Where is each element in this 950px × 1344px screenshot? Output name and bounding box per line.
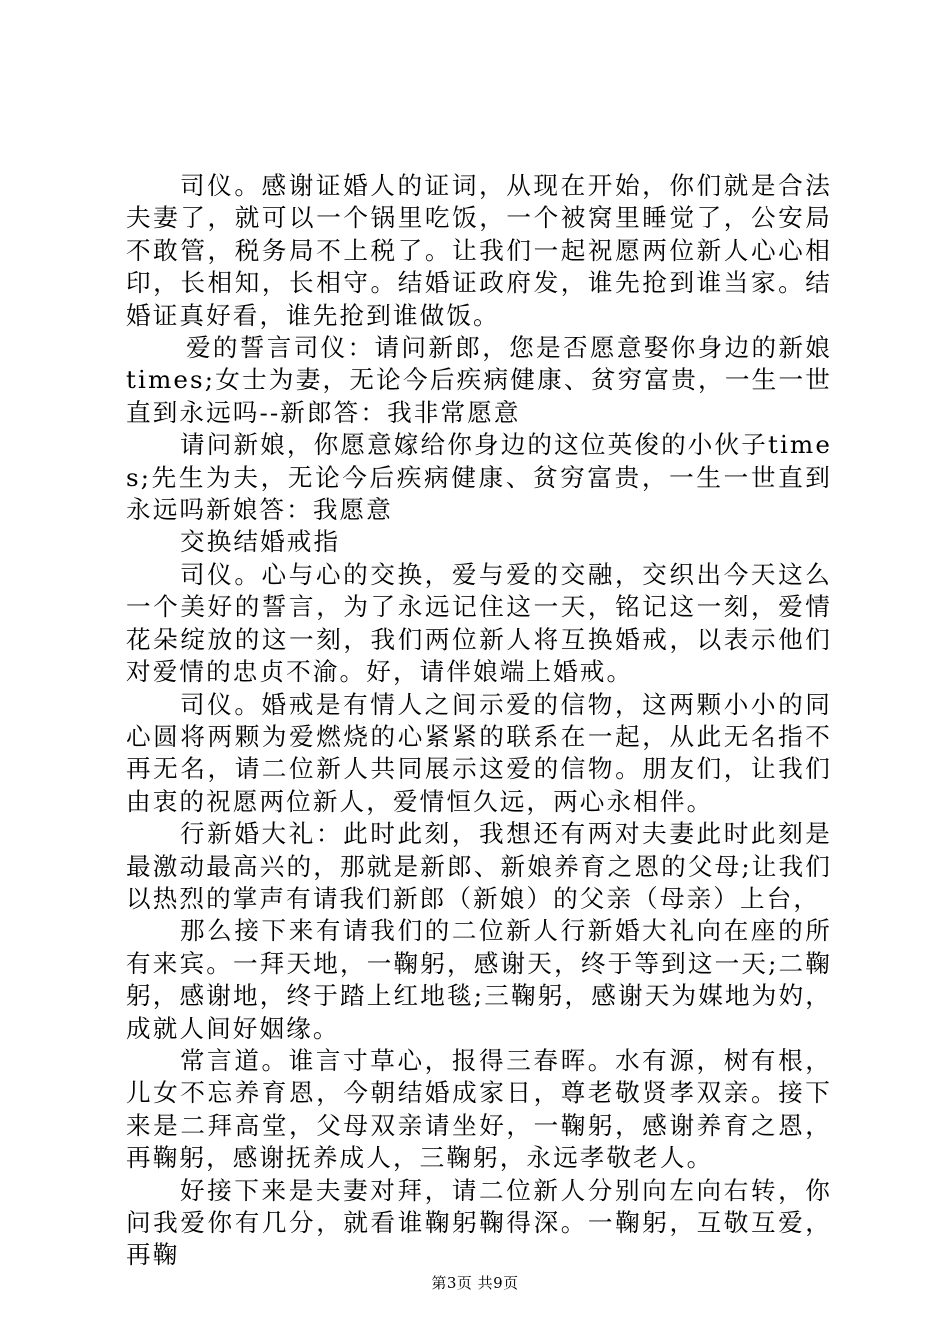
paragraph-5: 司仪。心与心的交换，爱与爱的交融，交织出今天这么一个美好的誓言，为了永远记住这一天，铭记这一刻，爱情花朵绽放的这一刻，我们两位新人将互换婚戒，以表示他们对爱情的忠贞不渝。好，请伴娘端上婚戒。 bbox=[126, 559, 832, 687]
section-heading-ring-exchange: 交换结婚戒指 bbox=[180, 527, 341, 557]
paragraph-3: 请问新娘，你愿意嫁给你身边的这位英俊的小伙子times;先生为夫，无论今后疾病健康、贫穷富贵，一生一世直到永远吗新娘答：我愿意 bbox=[126, 430, 832, 525]
document-body bbox=[126, 170, 832, 1272]
paragraph-1: 司仪。感谢证婚人的证词，从现在开始，你们就是合法夫妻了，就可以一个锅里吃饭，一个被窝里睡觉了，公安局不敢管，税务局不上税了。让我们一起祝愿两位新人心心相印，长相知，长相守。结婚证政府发，谁先抢到谁当家。结婚证真好看，谁先抢到谁做饭。 bbox=[126, 171, 832, 330]
paragraph-7: 行新婚大礼：此时此刻，我想还有两对夫妻此时此刻是最激动最高兴的，那就是新郎、新娘养育之恩的父母;让我们以热烈的掌声有请我们新郎（新娘）的父亲（母亲）上台， bbox=[126, 819, 832, 913]
paragraph-8: 那么接下来有请我们的二位新人行新婚大礼向在座的所有来宾。一拜天地，一鞠躬，感谢天，终于等到这一天;二鞠躬，感谢地，终于踏上红地毯;三鞠躬，感谢天为媒地为妁，成就人间好姻缘。 bbox=[126, 916, 832, 1043]
page-footer: 第3页 共9页 bbox=[431, 1274, 519, 1292]
paragraph-6: 司仪。婚戒是有情人之间示爱的信物，这两颗小小的同心圆将两颗为爱燃烧的心紧紧的联系在一起，从此无名指不再无名，请二位新人共同展示这爱的信物。朋友们，让我们由衷的祝愿两位新人，爱情恒久远，两心永相伴。 bbox=[126, 689, 832, 816]
paragraph-9: 常言道。谁言寸草心，报得三春晖。水有源，树有根，儿女不忘养育恩，今朝结婚成家日，尊老敬贤孝双亲。接下来是二拜高堂，父母双亲请坐好，一鞠躬，感谢养育之恩，再鞠躬，感谢抚养成人，三鞠躬，永远孝敬老人。 bbox=[126, 1045, 832, 1173]
paragraph-2: 爱的誓言司仪：请问新郎，您是否愿意娶你身边的新娘times;女士为妻，无论今后疾病健康、贫穷富贵，一生一世直到永远吗--新郎答：我非常愿意 bbox=[126, 333, 832, 427]
paragraph-10: 好接下来是夫妻对拜，请二位新人分别向左向右转，你问我爱你有几分，就看谁鞠躬鞠得深。一鞠躬，互敬互爱，再鞠 bbox=[126, 1175, 832, 1270]
